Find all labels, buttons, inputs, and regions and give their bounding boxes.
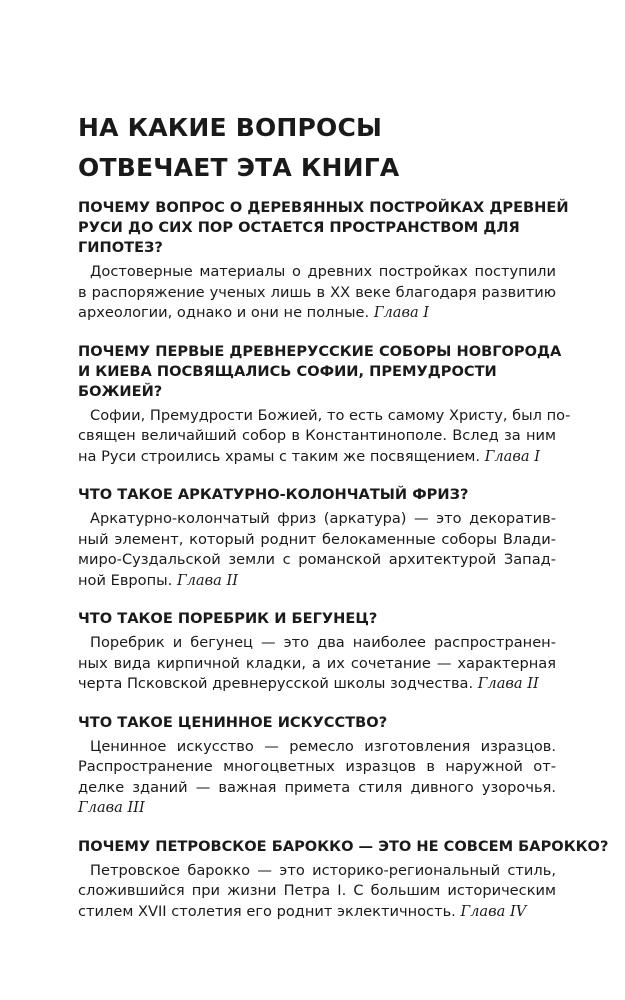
question-line: РУСИ ДО СИХ ПОР ОСТАЕТСЯ ПРОСТРАНСТВОМ ДЛЯ [78,219,520,236]
qa-item [78,609,556,695]
answer-text [78,509,556,591]
chapter-reference: Глава III [78,799,145,816]
answer-line-text: на Руси строились храмы с таким же посвящением. [78,447,481,465]
answer-text [78,262,556,324]
answer-text [78,406,571,468]
answer-line: миро-Суздальской земли с романской архитектурой Запад- [78,551,556,568]
chapter-reference: Глава II [477,675,539,692]
qa-item [78,837,609,923]
chapter-reference: Глава I [484,447,540,465]
page-title [78,108,556,188]
chapter-reference: Глава I [373,304,430,321]
answer-line: сложившийся при жизни Петра I. С большим историческим [78,882,556,899]
question-line: И КИЕВА ПОСВЯЩАЛИСЬ СОФИИ, ПРЕМУДРОСТИ [78,362,497,380]
question-line: ЧТО ТАКОЕ АРКАТУРНО-КОЛОНЧАТЫЙ ФРИЗ? [78,486,469,503]
answer-text [78,861,556,923]
question-line: ЧТО ТАКОЕ ПОРЕБРИК И БЕГУНЕЦ? [78,610,378,627]
answer-line-text: черта Псковской древнерусской школы зодчества. [78,675,474,692]
question-heading [78,485,556,505]
answer-line: ный элемент, который роднит белокаменные соборы Влади- [78,530,556,548]
answer-line: Достоверные материалы о древних постройках поступили [90,263,556,280]
question-heading [78,713,556,733]
answer-line [78,902,556,923]
question-heading [78,342,562,402]
answer-line-text: ной Европы. [78,571,173,589]
answer-text [78,633,556,695]
question-line: ПОЧЕМУ ВОПРОС О ДЕРЕВЯННЫХ ПОСТРОЙКАХ ДРЕВНЕЙ [78,199,569,216]
question-heading [78,837,609,857]
answer-line [78,571,556,592]
answer-line [78,674,556,695]
answer-text [78,737,556,819]
question-line: ПОЧЕМУ ПЕТРОВСКОЕ БАРОККО — ЭТО НЕ СОВСЕМ БАРОККО? [78,837,609,855]
answer-line: ных вида кирпичной кладки, а их сочетание — характерная [78,654,556,672]
answer-line: Петровское барокко — это историко-региональный стиль, [90,861,556,879]
chapter-reference: Глава IV [460,902,527,920]
answer-line-text: археологии, однако и они не полные. [78,304,370,321]
question-heading [78,609,556,629]
answer-line: Аркатурно-колончатый фриз (аркатура) — это декоратив- [90,510,556,527]
question-line: ПОЧЕМУ ПЕРВЫЕ ДРЕВНЕРУССКИЕ СОБОРЫ НОВГОРОДА [78,342,562,360]
answer-line [78,447,556,468]
answer-line: священ величайший собор в Константинополе. Вслед за ним [78,427,556,444]
qa-item [78,713,556,819]
answer-line: Распространение многоцветных изразцов в наружной от- [78,758,556,775]
book-page [78,108,609,940]
question-line: ГИПОТЕЗ? [78,239,163,256]
answer-line: Ценинное искусство — ремесло изготовления изразцов. [90,737,556,755]
qa-item [78,485,556,591]
answer-line: Софии, Премудрости Божией, то есть самому Христу, был по- [90,406,571,424]
page-title-line: ОТВЕЧАЕТ ЭТА КНИГА [78,153,400,182]
qa-item [78,198,569,324]
answer-line: Поребрик и бегунец — это два наиболее распространен- [90,634,556,651]
question-line: ЧТО ТАКОЕ ЦЕНИННОЕ ИСКУССТВО? [78,713,388,731]
chapter-reference: Глава II [176,571,238,589]
answer-line [78,303,556,324]
answer-line: делке зданий — важная примета стиля дивного узорочья. [78,778,556,796]
answer-line-text: стилем XVII столетия его роднит эклектичность. [78,902,456,920]
qa-item [78,342,571,468]
question-line: БОЖИЕЙ? [78,382,163,400]
answer-line [78,798,556,819]
page-title-line: НА КАКИЕ ВОПРОСЫ [78,113,383,142]
answer-line: в распоряжение ученых лишь в XX веке благодаря развитию [78,283,556,301]
question-heading [78,198,569,258]
